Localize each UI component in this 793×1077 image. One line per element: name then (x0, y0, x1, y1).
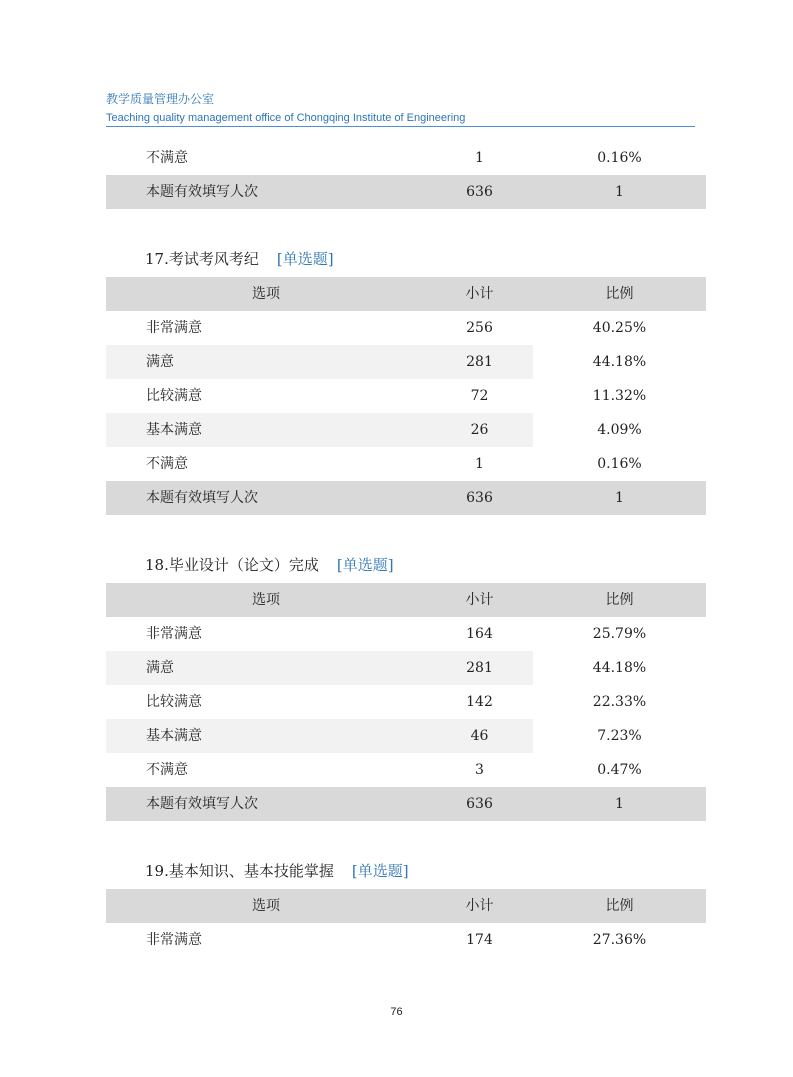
page-header (106, 90, 695, 126)
question-title (145, 554, 394, 576)
option-label: 比较满意 (146, 694, 202, 710)
total-ratio: 1 (615, 184, 624, 200)
option-count: 72 (470, 388, 489, 404)
table-row (106, 651, 706, 685)
table-row (106, 311, 706, 345)
option-ratio: 0.16% (597, 150, 642, 166)
question-title (145, 860, 409, 882)
option-ratio: 25.79% (592, 626, 647, 642)
option-count: 1 (475, 150, 484, 166)
total-row (106, 481, 706, 515)
total-row (106, 787, 706, 821)
column-header-ratio: 比例 (605, 286, 634, 302)
option-label: 不满意 (146, 456, 188, 472)
column-header-ratio: 比例 (605, 898, 634, 914)
total-count: 636 (466, 184, 493, 200)
total-ratio: 1 (615, 490, 624, 506)
table-q19 (106, 889, 706, 957)
table-row (106, 379, 706, 413)
question-type-tag: [单选题] (276, 250, 334, 268)
column-header-count: 小计 (465, 592, 494, 608)
option-count: 164 (466, 626, 493, 642)
header-title-cn: 教学质量管理办公室 (106, 92, 215, 106)
option-label: 比较满意 (146, 388, 202, 404)
table-row (106, 617, 706, 651)
table-row (106, 345, 706, 379)
column-header-option: 选项 (252, 898, 280, 914)
option-count: 281 (426, 345, 533, 379)
option-count: 256 (466, 320, 493, 336)
option-count: 1 (475, 456, 484, 472)
total-label: 本题有效填写人次 (146, 184, 258, 200)
table-row (106, 753, 706, 787)
option-ratio: 11.32% (592, 388, 647, 404)
option-count: 142 (466, 694, 493, 710)
table-row (106, 141, 706, 175)
page-number: 76 (390, 1006, 403, 1018)
option-label: 非常满意 (146, 320, 202, 336)
column-header-option: 选项 (252, 592, 280, 608)
table-row (106, 719, 706, 753)
header-divider (106, 126, 695, 127)
table-q17 (106, 277, 706, 515)
option-ratio: 22.33% (592, 694, 647, 710)
question-text: 18.毕业设计（论文）完成 (145, 556, 319, 574)
option-label: 不满意 (146, 762, 188, 778)
option-count: 26 (426, 413, 533, 447)
table-row (106, 413, 706, 447)
table-header (106, 277, 706, 311)
column-header-count: 小计 (465, 286, 494, 302)
option-ratio: 40.25% (592, 320, 647, 336)
option-ratio: 0.16% (597, 456, 642, 472)
option-count: 174 (466, 932, 493, 948)
header-title-en: Teaching quality management office of Chongqing Institute of Engineering (106, 112, 466, 124)
table-q18 (106, 583, 706, 821)
total-count: 636 (466, 490, 493, 506)
option-label: 非常满意 (146, 932, 202, 948)
total-label: 本题有效填写人次 (146, 490, 258, 506)
option-label: 非常满意 (146, 626, 202, 642)
option-ratio: 4.09% (597, 422, 642, 438)
table-header (106, 889, 706, 923)
column-header-ratio: 比例 (605, 592, 634, 608)
option-ratio: 44.18% (592, 660, 647, 676)
option-ratio: 7.23% (597, 728, 642, 744)
option-label: 满意 (106, 345, 426, 379)
option-count: 46 (426, 719, 533, 753)
table-row (106, 685, 706, 719)
total-count: 636 (466, 796, 493, 812)
column-header-option: 选项 (252, 286, 280, 302)
total-row (106, 175, 706, 209)
option-label: 基本满意 (106, 413, 426, 447)
table-header (106, 583, 706, 617)
option-ratio: 44.18% (592, 354, 647, 370)
option-label: 基本满意 (106, 719, 426, 753)
question-text: 17.考试考风考纪 (145, 250, 259, 268)
option-label: 不满意 (146, 150, 188, 166)
option-ratio: 0.47% (597, 762, 642, 778)
question-type-tag: [单选题] (351, 862, 409, 880)
column-header-count: 小计 (465, 898, 494, 914)
question-text: 19.基本知识、基本技能掌握 (145, 862, 334, 880)
option-label: 满意 (106, 651, 426, 685)
total-ratio: 1 (615, 796, 624, 812)
question-type-tag: [单选题] (336, 556, 394, 574)
option-ratio: 27.36% (592, 932, 647, 948)
question-title (145, 248, 334, 270)
option-count: 3 (475, 762, 484, 778)
table-row (106, 447, 706, 481)
option-count: 281 (426, 651, 533, 685)
total-label: 本题有效填写人次 (146, 796, 258, 812)
table-continued (106, 141, 706, 209)
table-row (106, 923, 706, 957)
